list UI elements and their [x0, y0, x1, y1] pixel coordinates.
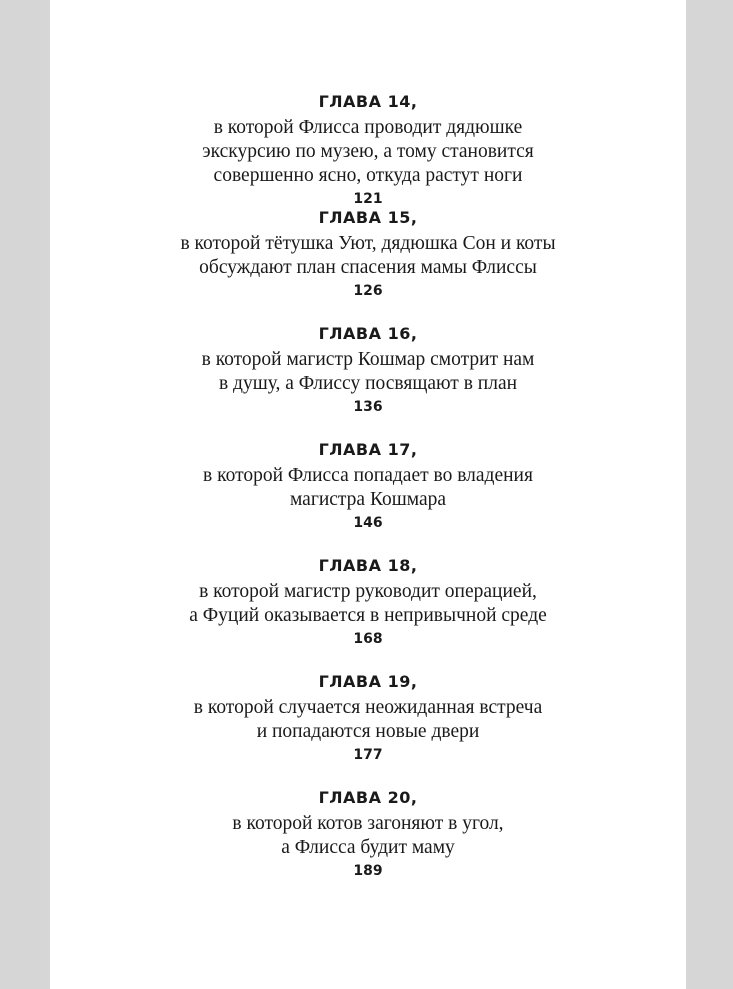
chapter-description: в которой магистр Кошмар смотрит нам в душу, а Флиссу посвящают в план: [201, 349, 535, 394]
chapter-description: в которой Флисса попадает во владения магистра Кошмара: [203, 465, 533, 510]
chapter-description: в которой Флисса проводит дядюшке экскурсию по музею, а тому становится совершенно ясно, откуда растут ноги: [202, 117, 534, 186]
chapter-heading: ГЛАВА 17,: [318, 440, 418, 459]
toc-entry-chapter-14: [50, 92, 686, 208]
book-page: [50, 0, 686, 989]
chapter-page-number: 121: [353, 191, 383, 207]
table-of-contents: [50, 92, 686, 904]
chapter-page-number: 146: [353, 515, 383, 531]
chapter-heading: ГЛАВА 18,: [318, 556, 418, 575]
chapter-description: в которой котов загоняют в угол, а Флисса будит маму: [232, 813, 504, 858]
chapter-description: в которой магистр руководит операцией, а Фуций оказывается в непривычной среде: [189, 581, 547, 626]
toc-entry-chapter-17: [50, 440, 686, 556]
chapter-page-number: 168: [353, 631, 383, 647]
toc-entry-chapter-15: [50, 208, 686, 324]
chapter-heading: ГЛАВА 16,: [318, 324, 418, 343]
chapter-page-number: 126: [353, 283, 383, 299]
chapter-page-number: 136: [353, 399, 383, 415]
chapter-description: в которой случается неожиданная встреча и попадаются новые двери: [193, 697, 543, 742]
toc-entry-chapter-16: [50, 324, 686, 440]
toc-entry-chapter-19: [50, 672, 686, 788]
chapter-description: в которой тётушка Уют, дядюшка Сон и коты обсуждают план спасения мамы Флиссы: [180, 233, 556, 278]
chapter-heading: ГЛАВА 19,: [318, 672, 418, 691]
chapter-heading: ГЛАВА 20,: [318, 788, 418, 807]
chapter-heading: ГЛАВА 15,: [318, 208, 418, 227]
chapter-page-number: 177: [353, 747, 383, 763]
toc-entry-chapter-18: [50, 556, 686, 672]
chapter-heading: ГЛАВА 14,: [318, 92, 418, 111]
chapter-page-number: 189: [353, 863, 383, 879]
toc-entry-chapter-20: [50, 788, 686, 904]
